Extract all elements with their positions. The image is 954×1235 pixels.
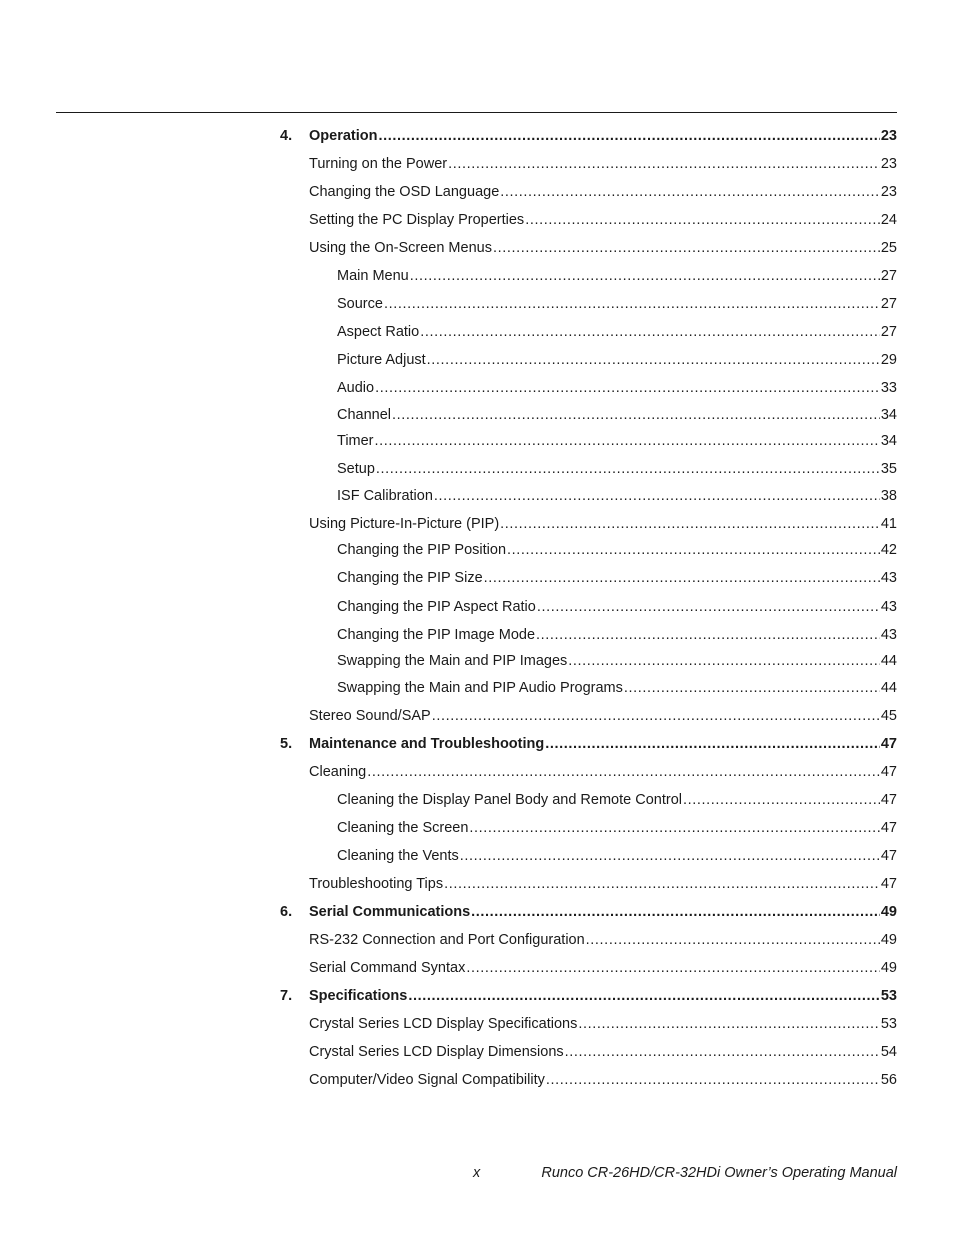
toc-entry-subsection[interactable] xyxy=(337,351,897,369)
dot-leader xyxy=(420,323,880,341)
toc-entry-title: ISF Calibration xyxy=(337,488,433,504)
dot-leader xyxy=(546,1071,880,1089)
dot-leader xyxy=(432,707,880,725)
toc-entry-title: Stereo Sound/SAP xyxy=(309,708,431,724)
toc-entry-title: Computer/Video Signal Compatibility xyxy=(309,1072,545,1088)
toc-entry-page: 49 xyxy=(880,904,897,920)
toc-entry-title: Operation xyxy=(309,128,378,144)
dot-leader xyxy=(493,239,880,257)
toc-entry-page: 34 xyxy=(880,407,897,423)
toc-entry-page: 54 xyxy=(880,1044,897,1060)
toc-entry-page: 27 xyxy=(880,296,897,312)
toc-entry-title: Turning on the Power xyxy=(309,156,448,172)
toc-entry-section[interactable] xyxy=(309,707,897,725)
toc-entry-section[interactable] xyxy=(309,211,897,229)
toc-entry-page: 49 xyxy=(880,960,897,976)
dot-leader xyxy=(500,515,880,533)
toc-entry-section[interactable] xyxy=(309,1071,897,1089)
dot-leader xyxy=(375,432,880,450)
toc-entry-page: 47 xyxy=(880,792,897,808)
toc-chapter-number: 6. xyxy=(280,904,293,920)
toc-entry-title: Using Picture-In-Picture (PIP) xyxy=(309,516,500,532)
dot-leader xyxy=(536,626,880,644)
toc-entry-subsection[interactable] xyxy=(337,432,897,450)
toc-entry-section[interactable] xyxy=(309,875,897,893)
toc-entry-page: 33 xyxy=(880,380,897,396)
toc-entry-section[interactable] xyxy=(309,763,897,781)
toc-entry-page: 44 xyxy=(880,653,897,669)
toc-entry-page: 47 xyxy=(880,876,897,892)
toc-entry-page: 53 xyxy=(880,1016,897,1032)
dot-leader xyxy=(586,931,880,949)
toc-entry-subsection[interactable] xyxy=(337,652,897,670)
dot-leader xyxy=(378,127,879,145)
toc-entry-page: 24 xyxy=(880,212,897,228)
toc-entry-page: 53 xyxy=(880,988,897,1004)
toc-entry-page: 43 xyxy=(880,570,897,586)
dot-leader xyxy=(460,847,880,865)
dot-leader xyxy=(448,155,880,173)
toc-entry-section[interactable] xyxy=(309,155,897,173)
dot-leader xyxy=(471,903,880,921)
toc-entry-section[interactable] xyxy=(309,1043,897,1061)
toc-entry-title: Cleaning the Screen xyxy=(337,820,469,836)
toc-entry-page: 45 xyxy=(880,708,897,724)
dot-leader xyxy=(427,351,880,369)
toc-chapter-number: 5. xyxy=(280,736,293,752)
toc-entry-page: 29 xyxy=(880,352,897,368)
toc-entry-title: Changing the PIP Aspect Ratio xyxy=(337,599,536,615)
toc-entry-page: 49 xyxy=(880,932,897,948)
toc-entry-title: Using the On-Screen Menus xyxy=(309,240,492,256)
toc-entry-subsection[interactable] xyxy=(337,819,897,837)
footer-manual-title: Runco CR-26HD/CR-32HDi Owner’s Operating Manual xyxy=(541,1165,897,1181)
toc-entry-section[interactable] xyxy=(309,515,897,533)
toc-entry-page: 47 xyxy=(880,848,897,864)
toc-entry-title: Cleaning the Display Panel Body and Remote Control xyxy=(337,792,682,808)
dot-leader xyxy=(624,679,880,697)
toc-chapter-number: 4. xyxy=(280,128,293,144)
toc-entry-subsection[interactable] xyxy=(337,847,897,865)
toc-entry-page: 47 xyxy=(880,820,897,836)
toc-entry-page: 27 xyxy=(880,268,897,284)
toc-entry-page: 44 xyxy=(880,680,897,696)
toc-entry-section[interactable] xyxy=(309,959,897,977)
toc-entry-title: Cleaning xyxy=(309,764,367,780)
toc-entry-subsection[interactable] xyxy=(337,626,897,644)
toc-entry-title: Serial Command Syntax xyxy=(309,960,466,976)
dot-leader xyxy=(545,735,880,753)
toc-entry-title: Crystal Series LCD Display Dimensions xyxy=(309,1044,564,1060)
toc-entry-page: 41 xyxy=(880,516,897,532)
toc-entry-chapter[interactable] xyxy=(309,735,897,753)
dot-leader xyxy=(384,295,880,313)
toc-entry-title: Specifications xyxy=(309,988,408,1004)
toc-entry-chapter[interactable] xyxy=(309,987,897,1005)
toc-entry-title: Changing the PIP Image Mode xyxy=(337,627,536,643)
dot-leader xyxy=(507,541,880,559)
toc-entry-title: Cleaning the Vents xyxy=(337,848,459,864)
dot-leader xyxy=(525,211,880,229)
dot-leader xyxy=(444,875,880,893)
dot-leader xyxy=(469,819,879,837)
toc-entry-page: 43 xyxy=(880,627,897,643)
toc-entry-page: 23 xyxy=(880,184,897,200)
toc-entry-title: Picture Adjust xyxy=(337,352,426,368)
dot-leader xyxy=(484,569,880,587)
toc-entry-page: 35 xyxy=(880,461,897,477)
toc-entry-page: 23 xyxy=(880,156,897,172)
toc-entry-page: 47 xyxy=(880,736,897,752)
toc-entry-page: 34 xyxy=(880,433,897,449)
toc-entry-subsection[interactable] xyxy=(337,569,897,587)
toc-entry-section[interactable] xyxy=(309,183,897,201)
toc-entry-title: Setup xyxy=(337,461,375,477)
toc-entry-title: Changing the PIP Size xyxy=(337,570,483,586)
toc-entry-title: Swapping the Main and PIP Images xyxy=(337,653,568,669)
toc-entry-title: Source xyxy=(337,296,383,312)
toc-entry-subsection[interactable] xyxy=(337,791,897,809)
toc-entry-page: 23 xyxy=(880,128,897,144)
toc-entry-title: Audio xyxy=(337,380,375,396)
footer-page-number: x xyxy=(473,1165,481,1181)
toc-chapter-number: 7. xyxy=(280,988,293,1004)
toc-entry-subsection[interactable] xyxy=(337,406,897,424)
toc-entry-title: Timer xyxy=(337,433,374,449)
dot-leader xyxy=(375,379,880,397)
toc-entry-page: 56 xyxy=(880,1072,897,1088)
dot-leader xyxy=(376,460,880,478)
toc-entry-section[interactable] xyxy=(309,931,897,949)
dot-leader xyxy=(500,183,880,201)
dot-leader xyxy=(565,1043,880,1061)
toc-entry-title: Aspect Ratio xyxy=(337,324,420,340)
toc-entry-title: Maintenance and Troubleshooting xyxy=(309,736,545,752)
toc-entry-chapter[interactable] xyxy=(309,127,897,145)
dot-leader xyxy=(410,267,880,285)
toc-entry-title: Crystal Series LCD Display Specifications xyxy=(309,1016,578,1032)
dot-leader xyxy=(434,487,880,505)
toc-entry-subsection[interactable] xyxy=(337,323,897,341)
dot-leader xyxy=(568,652,880,670)
toc-entry-page: 25 xyxy=(880,240,897,256)
dot-leader xyxy=(683,791,880,809)
dot-leader xyxy=(392,406,880,424)
toc-entry-section[interactable] xyxy=(309,239,897,257)
toc-entry-title: Channel xyxy=(337,407,392,423)
dot-leader xyxy=(408,987,880,1005)
dot-leader xyxy=(367,763,880,781)
toc-entry-subsection[interactable] xyxy=(337,460,897,478)
toc-entry-page: 43 xyxy=(880,599,897,615)
toc-entry-title: Main Menu xyxy=(337,268,409,284)
toc-entry-title: Setting the PC Display Properties xyxy=(309,212,525,228)
toc-entry-title: Changing the PIP Position xyxy=(337,542,507,558)
dot-leader xyxy=(537,598,880,616)
toc-entry-subsection[interactable] xyxy=(337,598,897,616)
dot-leader xyxy=(466,959,880,977)
toc-entry-chapter[interactable] xyxy=(309,903,897,921)
toc-entry-subsection[interactable] xyxy=(337,541,897,559)
toc-entry-title: Changing the OSD Language xyxy=(309,184,500,200)
toc-entry-page: 27 xyxy=(880,324,897,340)
toc-entry-section[interactable] xyxy=(309,1015,897,1033)
toc-entry-subsection[interactable] xyxy=(337,379,897,397)
toc-entry-title: Serial Communications xyxy=(309,904,471,920)
toc-entry-page: 42 xyxy=(880,542,897,558)
toc-entry-title: Swapping the Main and PIP Audio Programs xyxy=(337,680,623,696)
toc-entry-subsection[interactable] xyxy=(337,295,897,313)
toc-entry-page: 38 xyxy=(880,488,897,504)
toc-entry-title: Troubleshooting Tips xyxy=(309,876,444,892)
toc-entry-title: RS-232 Connection and Port Configuration xyxy=(309,932,585,948)
toc-entry-subsection[interactable] xyxy=(337,487,897,505)
toc-entry-page: 47 xyxy=(880,764,897,780)
dot-leader xyxy=(578,1015,880,1033)
toc-entry-subsection[interactable] xyxy=(337,267,897,285)
toc-entry-subsection[interactable] xyxy=(337,679,897,697)
